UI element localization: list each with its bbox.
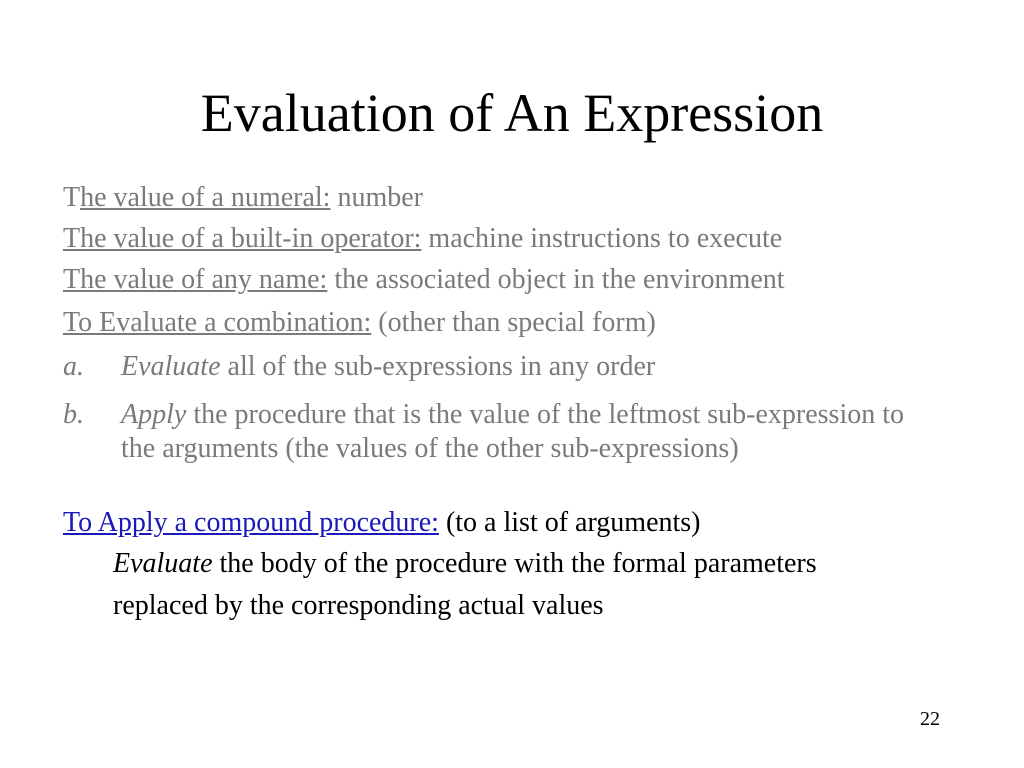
step-apply-body <box>121 398 921 466</box>
rule-numeral <box>63 181 423 215</box>
compound-procedure-link[interactable]: To Apply a compound procedure: <box>63 507 439 538</box>
rule-combination <box>63 306 656 340</box>
step-evaluate-marker: a. <box>63 351 84 382</box>
page-number: 22 <box>920 708 940 730</box>
compound-procedure-line-2: replaced by the corresponding actual values <box>113 590 604 621</box>
compound-procedure-description: (to a list of arguments) <box>438 507 701 538</box>
step-apply <box>63 398 963 466</box>
step-apply-marker: b. <box>63 399 84 430</box>
rule-builtin-operator-term: The value of a built-in operator: <box>63 223 422 254</box>
rule-name-description: the associated object in the environment <box>327 264 785 295</box>
compound-procedure-rule <box>63 506 701 540</box>
rule-name-term: The value of any name: <box>63 264 328 295</box>
rule-name <box>63 263 785 297</box>
rule-builtin-operator-description: machine instructions to execute <box>421 223 783 254</box>
compound-procedure-line-1-text: the body of the procedure with the formal parameters <box>212 548 817 579</box>
rule-numeral-prefix: T <box>63 182 81 213</box>
step-evaluate-verb: Evaluate <box>121 351 221 382</box>
step-evaluate-body <box>121 350 921 384</box>
rule-numeral-description: number <box>330 182 423 213</box>
rule-combination-description: (other than special form) <box>371 307 656 338</box>
step-evaluate <box>63 350 963 384</box>
step-evaluate-text: all of the sub-expressions in any order <box>220 351 656 382</box>
rule-combination-term: To Evaluate a combination: <box>63 307 372 338</box>
rule-numeral-term: he value of a numeral: <box>80 182 331 213</box>
compound-procedure-verb: Evaluate <box>113 548 213 579</box>
compound-procedure-line-1 <box>113 547 817 581</box>
page-title: Evaluation of An Expression <box>200 83 824 143</box>
step-apply-verb: Apply <box>121 399 187 430</box>
rule-builtin-operator <box>63 222 782 256</box>
step-apply-text: the procedure that is the value of the leftmost sub-expression to the arguments (the values of the other sub-expressions) <box>121 399 905 464</box>
